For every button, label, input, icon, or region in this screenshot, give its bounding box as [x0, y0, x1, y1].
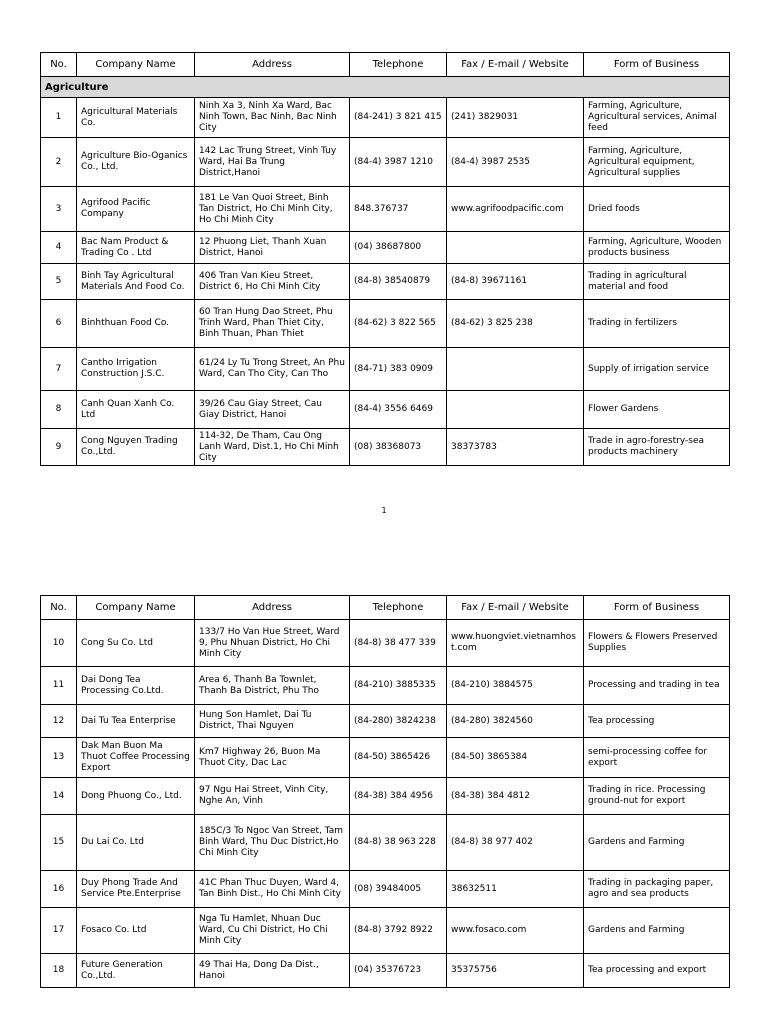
cell-telephone: (08) 38368073	[350, 429, 447, 466]
cell-fax: 38373783	[447, 429, 584, 466]
cell-fax: (84-8) 38 977 402	[447, 815, 584, 871]
cell-business: Trading in packaging paper, agro and sea products	[584, 871, 730, 908]
cell-company: Agricultural Materials Co.	[77, 98, 195, 138]
table-row	[41, 778, 730, 815]
cell-business: Farming, Agriculture, Agricultural services, Animal feed	[584, 98, 730, 138]
table-row	[41, 300, 730, 348]
header-fax-email-website: Fax / E-mail / Website	[447, 596, 584, 620]
cell-address: 97 Ngu Hai Street, Vinh City, Nghe An, Vinh	[195, 778, 350, 815]
cell-company: Dai Dong Tea Processing Co.Ltd.	[77, 667, 195, 705]
cell-fax	[447, 391, 584, 429]
cell-company: Binhthuan Food Co.	[77, 300, 195, 348]
table-row	[41, 391, 730, 429]
cell-address: 185C/3 To Ngoc Van Street, Tam Binh Ward, Thu Duc District,Ho Chi Minh City	[195, 815, 350, 871]
header-telephone: Telephone	[350, 53, 447, 77]
cell-fax: (84-280) 3824560	[447, 705, 584, 738]
cell-address: Km7 Highway 26, Buon Ma Thuot City, Dac Lac	[195, 738, 350, 778]
cell-business: Farming, Agriculture, Wooden products business	[584, 232, 730, 264]
cell-address: Nga Tu Hamlet, Nhuan Duc Ward, Cu Chi District, Ho Chi Minh City	[195, 908, 350, 954]
cell-company: Dong Phuong Co., Ltd.	[77, 778, 195, 815]
cell-no: 6	[41, 300, 77, 348]
table-row	[41, 187, 730, 232]
header-fax-email-website: Fax / E-mail / Website	[447, 53, 584, 77]
cell-business: Processing and trading in tea	[584, 667, 730, 705]
table-row	[41, 954, 730, 988]
cell-address: 60 Tran Hung Dao Street, Phu Trinh Ward, Phan Thiet City, Binh Thuan, Phan Thiet	[195, 300, 350, 348]
cell-company: Agrifood Pacific Company	[77, 187, 195, 232]
cell-telephone: (84-4) 3556 6469	[350, 391, 447, 429]
table-row	[41, 264, 730, 300]
cell-fax	[447, 348, 584, 391]
header-form-of-business: Form of Business	[584, 53, 730, 77]
table-row	[41, 908, 730, 954]
cell-fax: www.fosaco.com	[447, 908, 584, 954]
table-row	[41, 429, 730, 466]
cell-telephone: (84-8) 38 477 339	[350, 620, 447, 667]
cell-company: Dai Tu Tea Enterprise	[77, 705, 195, 738]
cell-business: Trading in rice. Processing ground-nut for export	[584, 778, 730, 815]
cell-address: 142 Lac Trung Street, Vinh Tuy Ward, Hai Ba Trung District,Hanoi	[195, 138, 350, 187]
cell-fax: 38632511	[447, 871, 584, 908]
cell-no: 8	[41, 391, 77, 429]
cell-telephone: (84-8) 38540879	[350, 264, 447, 300]
cell-business: Flowers & Flowers Preserved Supplies	[584, 620, 730, 667]
cell-address: 49 Thai Ha, Dong Da Dist., Hanoi	[195, 954, 350, 988]
cell-telephone: (84-62) 3 822 565	[350, 300, 447, 348]
company-table-page-1	[40, 52, 730, 466]
cell-company: Duy Phong Trade And Service Pte.Enterprise	[77, 871, 195, 908]
table-row	[41, 738, 730, 778]
header-row	[41, 53, 730, 77]
table-row	[41, 815, 730, 871]
cell-fax: 35375756	[447, 954, 584, 988]
cell-fax: www.huongviet.vietnamhost.com	[447, 620, 584, 667]
cell-company: Binh Tay Agricultural Materials And Food Co.	[77, 264, 195, 300]
cell-telephone: (84-50) 3865426	[350, 738, 447, 778]
cell-business: semi-processing coffee for export	[584, 738, 730, 778]
cell-address: 133/7 Ho Van Hue Street, Ward 9, Phu Nhuan District, Ho Chi Minh City	[195, 620, 350, 667]
cell-no: 4	[41, 232, 77, 264]
cell-company: Fosaco Co. Ltd	[77, 908, 195, 954]
cell-telephone: (04) 35376723	[350, 954, 447, 988]
cell-business: Farming, Agriculture, Agricultural equipment, Agricultural supplies	[584, 138, 730, 187]
cell-address: 406 Tran Van Kieu Street, District 6, Ho Chi Minh City	[195, 264, 350, 300]
header-address: Address	[195, 596, 350, 620]
cell-company: Cong Nguyen Trading Co.,Ltd.	[77, 429, 195, 466]
cell-business: Trading in agricultural material and food	[584, 264, 730, 300]
cell-telephone: (08) 39484005	[350, 871, 447, 908]
header-address: Address	[195, 53, 350, 77]
cell-address: 181 Le Van Quoi Street, Binh Tan District, Ho Chi Minh City, Ho Chi Minh City	[195, 187, 350, 232]
cell-business: Flower Gardens	[584, 391, 730, 429]
cell-telephone: (84-8) 38 963 228	[350, 815, 447, 871]
cell-business: Supply of irrigation service	[584, 348, 730, 391]
cell-no: 7	[41, 348, 77, 391]
cell-no: 3	[41, 187, 77, 232]
cell-no: 2	[41, 138, 77, 187]
cell-telephone: 848.376737	[350, 187, 447, 232]
cell-no: 11	[41, 667, 77, 705]
cell-telephone: (84-280) 3824238	[350, 705, 447, 738]
cell-company: Cong Su Co. Ltd	[77, 620, 195, 667]
cell-fax: (84-8) 39671161	[447, 264, 584, 300]
table-row	[41, 348, 730, 391]
cell-telephone: (84-71) 383 0909	[350, 348, 447, 391]
cell-telephone: (04) 38687800	[350, 232, 447, 264]
table-row	[41, 138, 730, 187]
header-no: No.	[41, 596, 77, 620]
cell-no: 13	[41, 738, 77, 778]
page-number: 1	[381, 506, 387, 515]
cell-address: Hung Son Hamlet, Dai Tu District, Thai Nguyen	[195, 705, 350, 738]
cell-telephone: (84-4) 3987 1210	[350, 138, 447, 187]
section-title: Agriculture	[41, 77, 730, 98]
cell-telephone: (84-38) 384 4956	[350, 778, 447, 815]
cell-fax: (84-62) 3 825 238	[447, 300, 584, 348]
cell-fax: (84-50) 3865384	[447, 738, 584, 778]
cell-address: 12 Phuong Liet, Thanh Xuan District, Hanoi	[195, 232, 350, 264]
header-company-name: Company Name	[77, 596, 195, 620]
cell-company: Future Generation Co.,Ltd.	[77, 954, 195, 988]
cell-company: Bac Nam Product & Trading Co . Ltd	[77, 232, 195, 264]
cell-address: Ninh Xa 3, Ninh Xa Ward, Bac Ninh Town, Bac Ninh, Bac Ninh City	[195, 98, 350, 138]
cell-no: 10	[41, 620, 77, 667]
cell-address: 39/26 Cau Giay Street, Cau Giay District, Hanoi	[195, 391, 350, 429]
cell-no: 14	[41, 778, 77, 815]
cell-no: 18	[41, 954, 77, 988]
cell-company: Dak Man Buon Ma Thuot Coffee Processing Export	[77, 738, 195, 778]
cell-address: 61/24 Ly Tu Trong Street, An Phu Ward, Can Tho City, Can Tho	[195, 348, 350, 391]
cell-no: 15	[41, 815, 77, 871]
cell-business: Trading in fertilizers	[584, 300, 730, 348]
cell-no: 16	[41, 871, 77, 908]
cell-company: Cantho Irrigation Construction J.S.C.	[77, 348, 195, 391]
cell-telephone: (84-8) 3792 8922	[350, 908, 447, 954]
table-row	[41, 232, 730, 264]
header-telephone: Telephone	[350, 596, 447, 620]
cell-business: Tea processing	[584, 705, 730, 738]
cell-address: 114-32, De Tham, Cau Ong Lanh Ward, Dist.1, Ho Chi Minh City	[195, 429, 350, 466]
cell-business: Trade in agro-forestry-sea products machinery	[584, 429, 730, 466]
cell-fax: (84-38) 384 4812	[447, 778, 584, 815]
cell-business: Gardens and Farming	[584, 908, 730, 954]
cell-no: 1	[41, 98, 77, 138]
cell-business: Dried foods	[584, 187, 730, 232]
table-row	[41, 667, 730, 705]
company-table-page-2	[40, 595, 730, 988]
cell-fax: (84-4) 3987 2535	[447, 138, 584, 187]
table-row	[41, 871, 730, 908]
header-form-of-business: Form of Business	[584, 596, 730, 620]
cell-company: Canh Quan Xanh Co. Ltd	[77, 391, 195, 429]
table-row	[41, 705, 730, 738]
cell-business: Gardens and Farming	[584, 815, 730, 871]
cell-no: 12	[41, 705, 77, 738]
cell-address: Area 6, Thanh Ba Townlet, Thanh Ba District, Phu Tho	[195, 667, 350, 705]
cell-fax: (84-210) 3884575	[447, 667, 584, 705]
cell-company: Du Lai Co. Ltd	[77, 815, 195, 871]
table-row	[41, 620, 730, 667]
cell-business: Tea processing and export	[584, 954, 730, 988]
cell-no: 5	[41, 264, 77, 300]
cell-address: 41C Phan Thuc Duyen, Ward 4, Tan Binh Dist., Ho Chi Minh City	[195, 871, 350, 908]
cell-no: 9	[41, 429, 77, 466]
table-row	[41, 98, 730, 138]
header-row	[41, 596, 730, 620]
cell-fax: (241) 3829031	[447, 98, 584, 138]
cell-fax	[447, 232, 584, 264]
cell-telephone: (84-241) 3 821 415	[350, 98, 447, 138]
cell-fax: www.agrifoodpacific.com	[447, 187, 584, 232]
header-no: No.	[41, 53, 77, 77]
cell-no: 17	[41, 908, 77, 954]
cell-company: Agriculture Bio-Oganics Co., Ltd.	[77, 138, 195, 187]
section-row	[41, 77, 730, 98]
header-company-name: Company Name	[77, 53, 195, 77]
cell-telephone: (84-210) 3885335	[350, 667, 447, 705]
